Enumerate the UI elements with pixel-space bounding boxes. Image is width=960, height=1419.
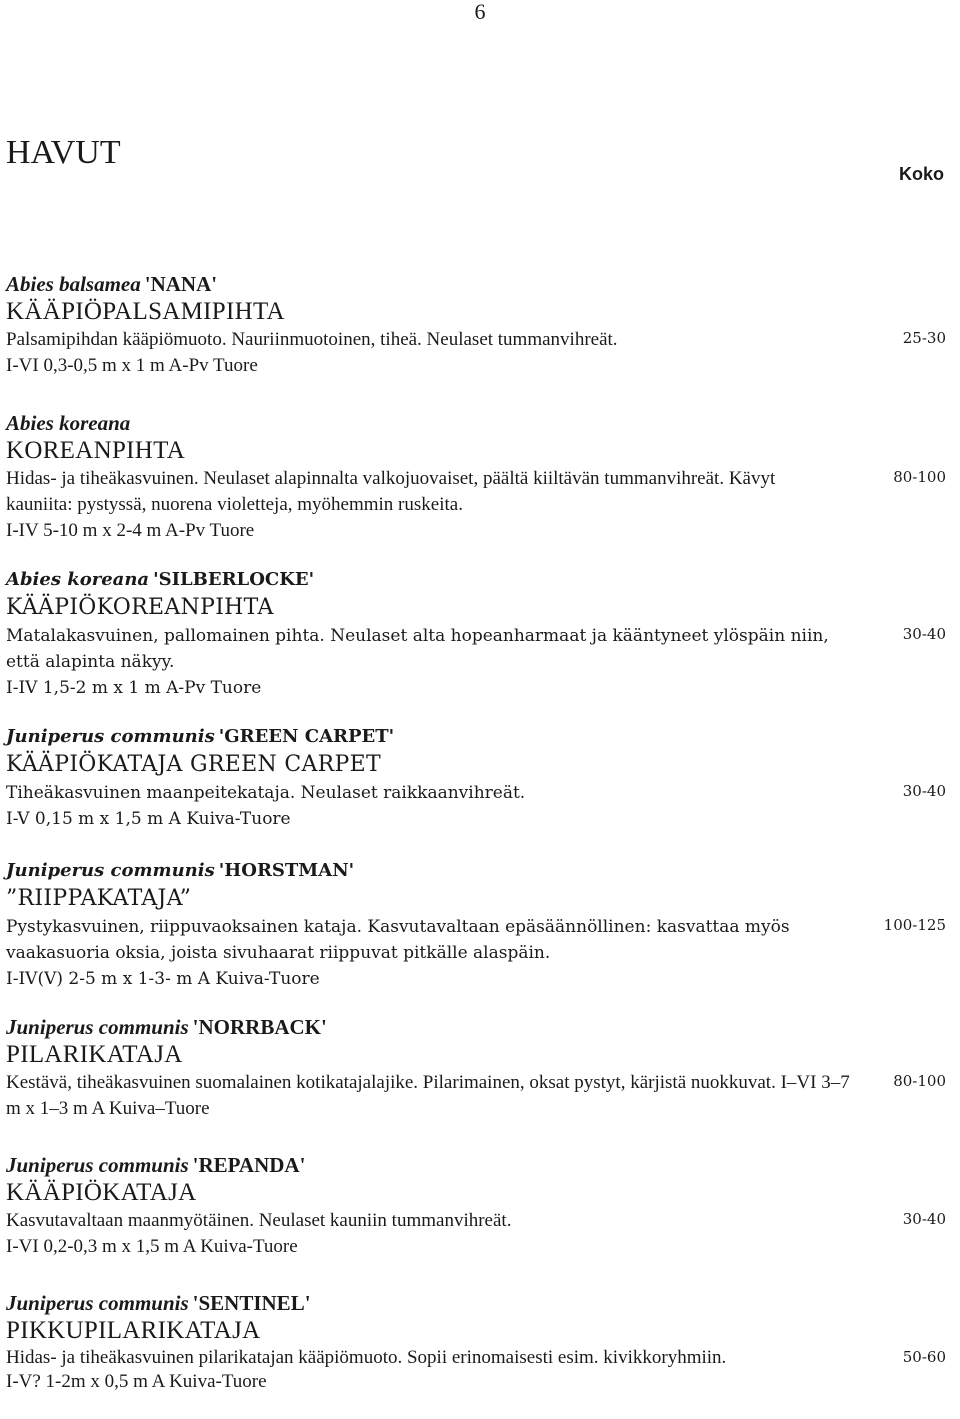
size-value: 80-100	[893, 468, 946, 486]
latin-name-line	[6, 271, 956, 297]
common-name: KÄÄPIÖKATAJA GREEN CARPET	[6, 752, 381, 777]
plant-entry	[6, 1014, 956, 1122]
cultivar-name: 'NANA'	[144, 272, 218, 296]
plant-entry	[6, 858, 956, 992]
size-value: 50-60	[902, 1348, 946, 1366]
section-title: HAVUT	[6, 134, 121, 171]
description: Palsamipihdan kääpiömuoto. Nauriinmuotoinen, tiheä. Neulaset tummanvihreät.	[6, 329, 618, 350]
description: Pystykasvuinen, riippuvaoksainen kataja. Kasvutavaltaan epäsäännöllinen: kasvattaa myös vaakasuoria oksia, joista sivuhaarat riippuvat pitkälle alaspäin.	[6, 917, 790, 963]
page-number: 6	[474, 0, 486, 24]
size-value: 30-40	[902, 625, 946, 643]
plant-entry	[6, 1152, 956, 1260]
details: I-V 0,15 m x 1,5 m A Kuiva-Tuore	[6, 809, 291, 829]
cultivar-name: 'REPANDA'	[192, 1153, 306, 1177]
size-value: 100-125	[883, 916, 946, 934]
latin-name-line	[6, 567, 956, 593]
latin-name: Juniperus communis	[6, 860, 215, 881]
details: I-VI 0,2-0,3 m x 1,5 m A Kuiva-Tuore	[6, 1236, 298, 1257]
cultivar-name: 'HORSTMAN'	[218, 860, 355, 881]
common-name: ”RIIPPAKATAJA”	[6, 886, 192, 911]
latin-name: Abies balsamea	[6, 272, 141, 296]
plant-entry	[6, 567, 956, 701]
latin-name: Juniperus communis	[6, 1291, 189, 1315]
cultivar-name: 'GREEN CARPET'	[218, 726, 395, 747]
plant-entry	[6, 271, 956, 379]
description: Kasvutavaltaan maanmyötäinen. Neulaset kauniin tummanvihreät.	[6, 1210, 512, 1231]
latin-name-line	[6, 858, 956, 884]
details: I-IV(V) 2-5 m x 1-3- m A Kuiva-Tuore	[6, 969, 320, 989]
details: I-IV 5-10 m x 2-4 m A-Pv Tuore	[6, 520, 255, 541]
description: Hidas- ja tiheäkasvuinen. Neulaset alapinnalta valkojuovaiset, päältä kiiltävän tummanvihreät. Kävyt kauniita: pystyssä, nuorena violetteja, myöhemmin ruskeita.	[6, 468, 776, 515]
description: Matalakasvuinen, pallomainen pihta. Neulaset alta hopeanharmaat ja kääntyneet ylöspäin niin, että alapinta näkyy.	[6, 626, 829, 672]
details: I-IV 1,5-2 m x 1 m A-Pv Tuore	[6, 678, 262, 698]
description: Kestävä, tiheäkasvuinen suomalainen kotikatajalajike. Pilarimainen, oksat pystyt, kärjistä nuokkuvat. I–VI 3–7 m x 1–3 m A Kuiva–Tuore	[6, 1072, 850, 1119]
latin-name-line	[6, 410, 956, 436]
details: I-V? 1-2m x 0,5 m A Kuiva-Tuore	[6, 1371, 267, 1392]
common-name: KOREANPIHTA	[6, 437, 186, 464]
cultivar-name: 'NORRBACK'	[192, 1015, 327, 1039]
latin-name-line	[6, 1152, 956, 1178]
common-name: PILARIKATAJA	[6, 1041, 183, 1068]
size-value: 80-100	[893, 1072, 946, 1090]
plant-entry	[6, 410, 956, 544]
latin-name-line	[6, 1014, 956, 1040]
size-value: 30-40	[902, 782, 946, 800]
latin-name-line	[6, 724, 956, 750]
common-name: KÄÄPIÖKATAJA	[6, 1179, 197, 1206]
description: Hidas- ja tiheäkasvuinen pilarikatajan kääpiömuoto. Sopii erinomaisesti esim. kivikkoryhmiin.	[6, 1347, 727, 1368]
size-value: 30-40	[902, 1210, 946, 1228]
size-column-header: Koko	[899, 164, 944, 184]
cultivar-name: 'SILBERLOCKE'	[153, 569, 315, 590]
latin-name: Juniperus communis	[6, 726, 215, 747]
latin-name: Juniperus communis	[6, 1153, 189, 1177]
common-name: KÄÄPIÖPALSAMIPIHTA	[6, 298, 285, 325]
details: I-VI 0,3-0,5 m x 1 m A-Pv Tuore	[6, 355, 258, 376]
description: Tiheäkasvuinen maanpeitekataja. Neulaset raikkaanvihreät.	[6, 783, 526, 803]
latin-name-line	[6, 1290, 956, 1316]
size-value: 25-30	[902, 329, 946, 347]
cultivar-name: 'SENTINEL'	[192, 1291, 311, 1315]
plant-entry	[6, 1290, 956, 1394]
plant-entry	[6, 724, 956, 832]
common-name: PIKKUPILARIKATAJA	[6, 1317, 261, 1344]
latin-name: Abies koreana	[6, 569, 150, 590]
common-name: KÄÄPIÖKOREANPIHTA	[6, 595, 274, 620]
latin-name: Juniperus communis	[6, 1015, 189, 1039]
latin-name: Abies koreana	[6, 411, 131, 435]
